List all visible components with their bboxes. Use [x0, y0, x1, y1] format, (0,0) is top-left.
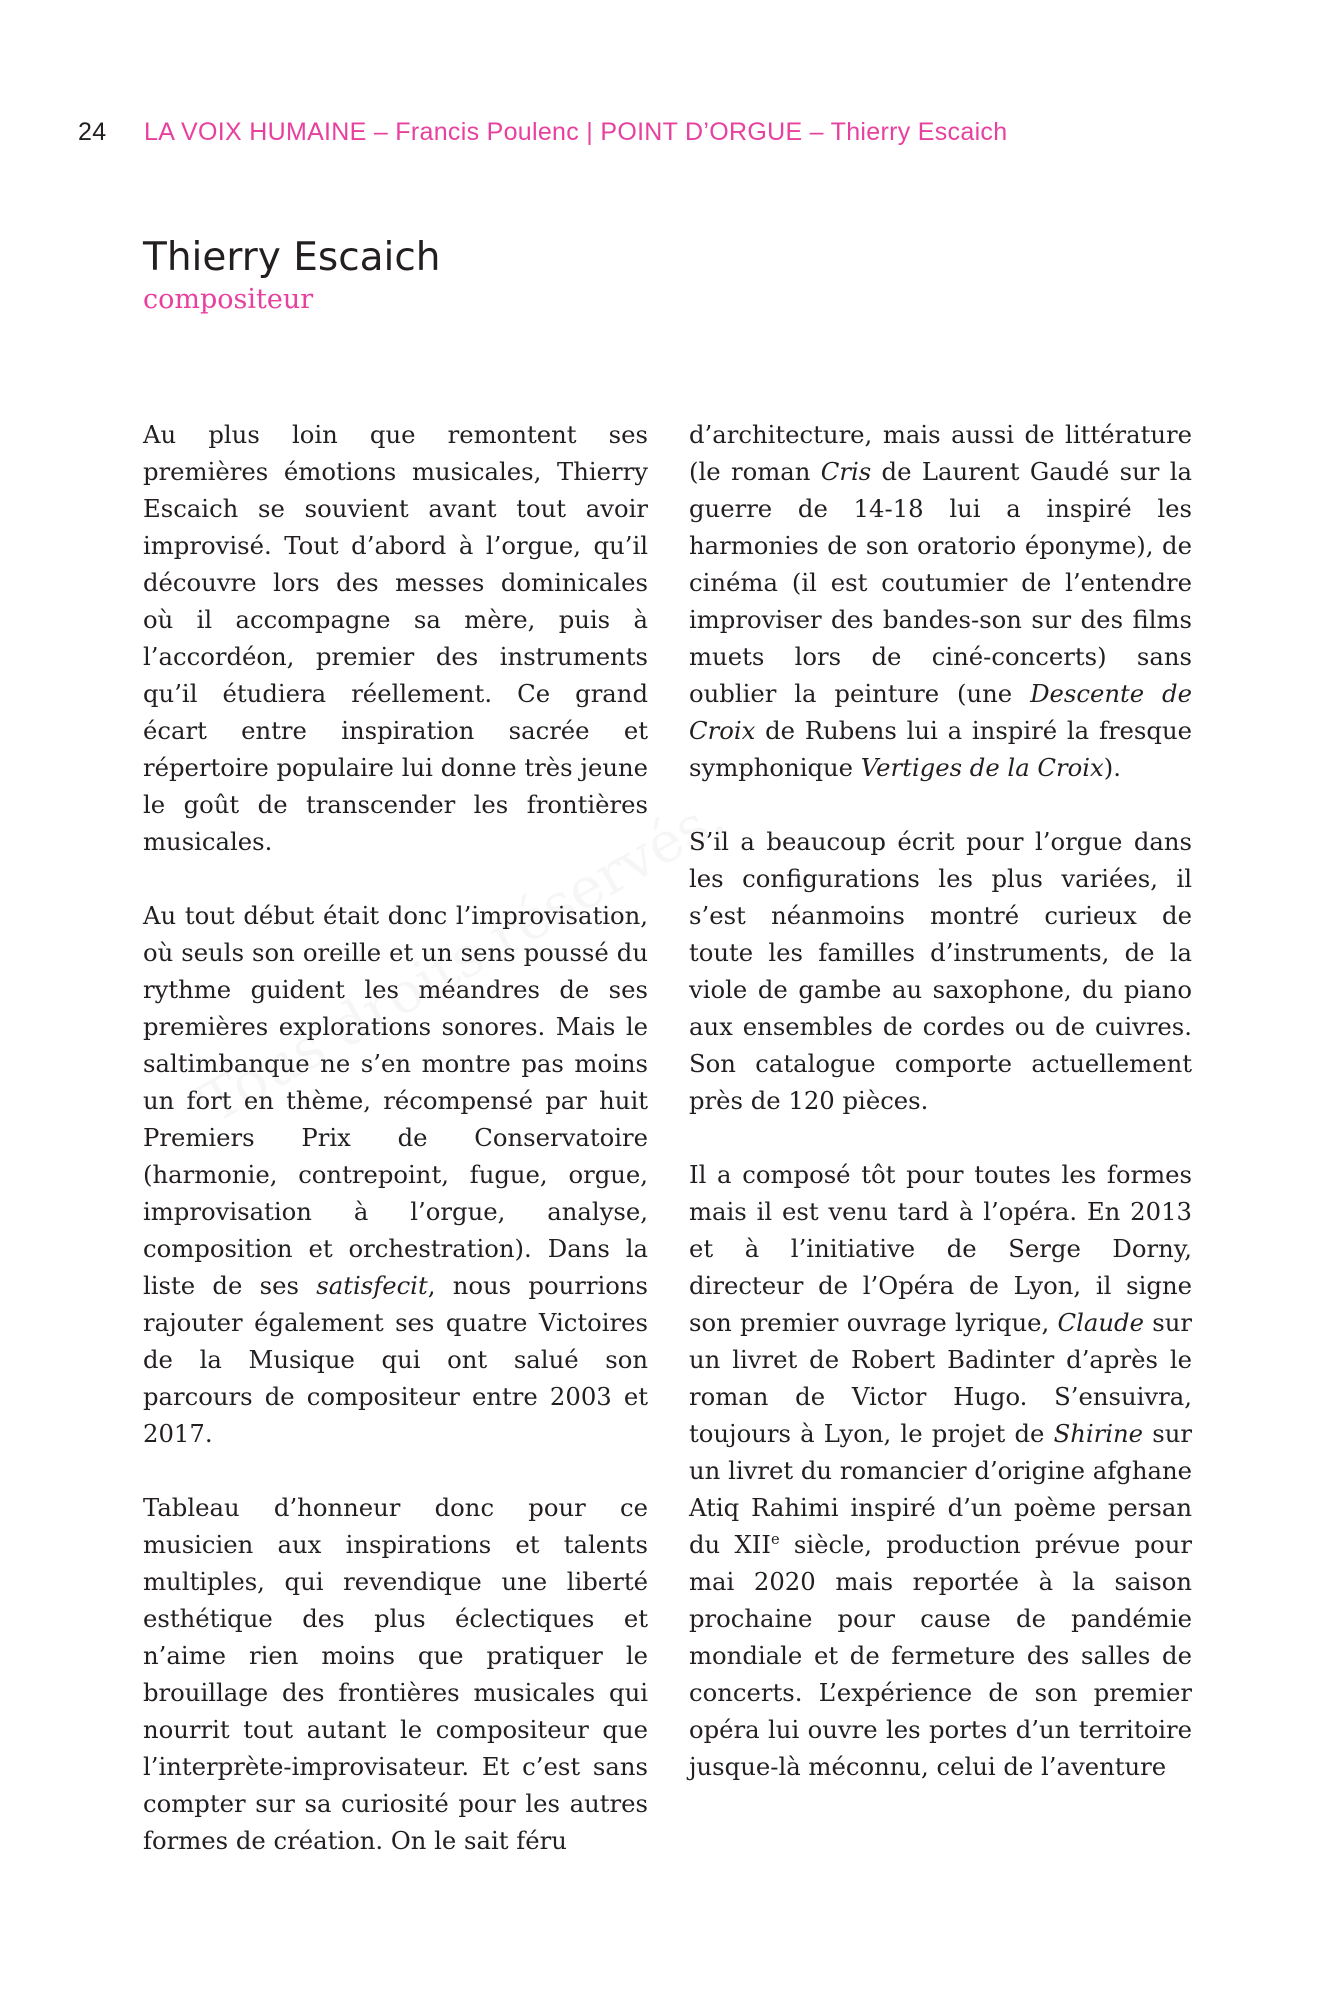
paragraph: Au plus loin que remontent ses premières émotions musicales, Thierry Escaich se souvient avant tout avoir improvisé. Tout d’abord à l’orgue, qu’il découvre lors des messes dominicales où il accompagne sa mère, puis à l’accordéon, premier des instruments qu’il étudiera réellement. Ce grand écart entre inspiration sacrée et répertoire populaire lui donne très jeune le goût de transcender les frontières musicales. — [143, 420, 648, 856]
paragraph — [689, 1156, 1192, 1785]
paragraph-text: Il a composé tôt pour toutes les formes mais il est venu tard à l’opéra. En 2013 et à l’initiative de Serge Dorny, directeur de l’Opéra de Lyon, il signe son premier ouvrage lyrique, — [689, 1160, 1192, 1337]
article-heading — [143, 236, 441, 316]
paragraph-text: Au tout début était donc l’improvisation, où seuls son oreille et un sens poussé du rythme guident les méandres de ses premières explorations sonores. Mais le saltimbanque ne s’en montre pas moins un fort en thème, récompensé par huit Premiers Prix de Conservatoire (harmonie, contrepoint, fugue, orgue, improvisation à l’orgue, analyse, composition et orchestration). Dans la liste de ses — [143, 901, 648, 1300]
paragraph: S’il a beaucoup écrit pour l’orgue dans les configurations les plus variées, il s’est néanmoins montré curieux de toute les familles d’instruments, de la viole de gambe au saxophone, du piano aux ensembles de cordes ou de cuivres. Son catalogue comporte actuellement près de 120 pièces. — [689, 827, 1192, 1115]
paragraph-text: sur un livret du romancier d’origine afghane Atiq Rahimi inspiré d’un poème persan du XII — [689, 1419, 1192, 1559]
left-column — [143, 416, 648, 1859]
work-title: Vertiges de la Croix — [860, 753, 1104, 782]
work-title: Claude — [1057, 1308, 1144, 1337]
paragraph-text: de Laurent Gaudé sur la guerre de 14-18 lui a inspiré les harmonies de son oratorio éponyme), de cinéma (il est coutumier de l’entendre improviser des bandes-son sur des films muets lors de ciné-concerts) sans oublier la peinture (une — [689, 457, 1193, 708]
work-title: Cris — [820, 457, 872, 486]
paragraph-text: , nous pourrions rajouter également ses quatre Victoires de la Musique qui ont salué son parcours de compositeur entre 2003 et 2017. — [143, 1271, 648, 1448]
paragraph-text: de Rubens lui a inspiré la fresque symphonique — [689, 716, 1192, 782]
superscript: e — [770, 1530, 780, 1548]
person-role: compositeur — [143, 284, 314, 315]
work-title: Descente de Croix — [689, 679, 1192, 745]
paragraph-text: d’architecture, mais aussi de littérature (le roman — [689, 420, 1192, 486]
paragraph-text: ). — [1103, 753, 1121, 782]
person-name: Thierry Escaich — [143, 235, 441, 280]
right-column — [689, 416, 1192, 1785]
paragraph: Tableau d’honneur donc pour ce musicien aux inspirations et talents multiples, qui revendique une liberté esthétique des plus éclectiques et n’aime rien moins que pratiquer le brouillage des frontières musicales qui nourrit tout autant le compositeur que l’interprète-improvisateur. Et c’est sans compter sur sa curiosité pour les autres formes de création. On le sait féru — [143, 1493, 648, 1855]
page-number: 24 — [78, 118, 107, 146]
work-title: Shirine — [1053, 1419, 1144, 1448]
paragraph-text: siècle, production prévue pour mai 2020 mais reportée à la saison prochaine pour cause de pandémie mondiale et de fermeture des salles de concerts. L’expérience de son premier opéra lui ouvre les portes d’un territoire jusque-là méconnu, celui de l’aventure — [689, 1530, 1193, 1781]
running-head — [78, 118, 1007, 147]
paragraph — [143, 897, 648, 1452]
italic-term: satisfecit — [316, 1271, 428, 1300]
paragraph — [689, 416, 1192, 786]
running-head-title: LA VOIX HUMAINE – Francis Poulenc | POINT D’ORGUE – Thierry Escaich — [144, 118, 1008, 146]
paragraph-text: sur un livret de Robert Badinter d’après le roman de Victor Hugo. S’ensuivra, toujours à Lyon, le projet de — [689, 1308, 1192, 1448]
